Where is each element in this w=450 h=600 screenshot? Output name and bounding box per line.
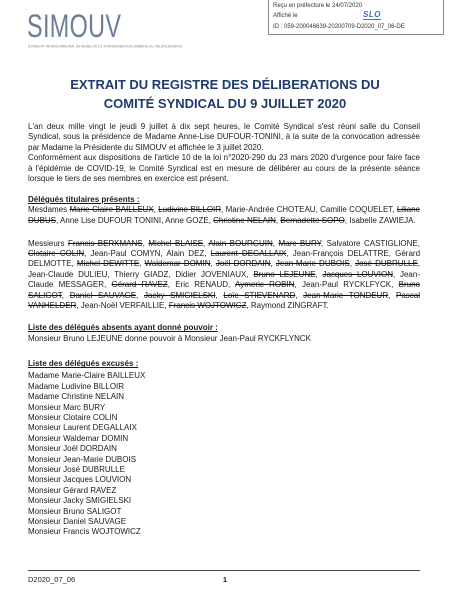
delegate-name: Jean-Claude DULIEU: [28, 269, 108, 279]
delegate-name: Jean-Claude MESSAGER: [28, 269, 420, 290]
delegate-name: Jacky SMIGIELSKI: [144, 290, 216, 300]
excused-delegate: Monsieur Jacky SMIGIELSKI: [28, 496, 132, 506]
delegate-name: Jean-Noël VERFAILLIE: [80, 301, 165, 311]
delegate-name: Clotaire COLIN: [28, 249, 85, 259]
excused-delegate: Monsieur Joël DORDAIN: [28, 444, 117, 454]
excused-delegate: Monsieur José DUBRULLE: [28, 464, 125, 474]
title-line-2: COMITÉ SYNDICAL DU 9 JUILLET 2020: [103, 96, 347, 111]
present-delegates-mesdames: Mesdames Marie-Claire BAILLEUX, Ludivine BILLOIR, Marie-Andrée CHOTEAU, Camille COQUELET, Liliane DUBUS, Anne Lise DUFOUR TONINI, Anne GOZE, Christine NELAIN, Bernadette SOPO, Isabelle ZAWIEJA.: [28, 205, 420, 225]
delegate-name: Gérard RAVEZ: [111, 280, 168, 290]
delegate-name: Eric RENAUD: [175, 280, 229, 290]
delegate-name: Bruno SALIGOT: [28, 280, 420, 300]
delegate-name: Loïc STIEVENARD: [223, 290, 296, 300]
delegate-name: Anne Lise DUFOUR TONINI: [60, 215, 162, 225]
excused-delegate: Monsieur Francis WOJTOWICZ: [28, 527, 141, 537]
excused-delegate: Monsieur Jacques LOUVION: [28, 475, 132, 485]
delegate-name: Didier JOVENIAUX: [175, 269, 247, 279]
delegate-name: Jean-Marie TONDEUR: [303, 290, 389, 300]
excused-delegate: Madame Marie-Claire BAILLEUX: [28, 371, 146, 381]
excused-delegate: Monsieur Gérard RAVEZ: [28, 485, 117, 495]
delegate-name: Joël DORDAIN: [215, 259, 271, 269]
delegate-name: Alain DEZ: [166, 249, 205, 259]
present-delegates-heading: Délégués titulaires présents :: [28, 194, 140, 204]
delegate-name: Marie-Andrée CHOTEAU: [225, 205, 316, 215]
delegate-name: Ludivine BILLOIR: [158, 205, 222, 215]
delegate-name: Liliane DUBUS: [28, 205, 420, 225]
delegate-name: Gérard DELMOTTE: [28, 249, 421, 269]
delegate-name: Jean-Marie DUBOIS: [275, 259, 350, 269]
delegate-name: Raymond ZINGRAFT: [250, 301, 327, 311]
delegate-name: Francis WOJTOWICZ: [168, 301, 247, 311]
delegate-name: Waldemar DOMIN: [144, 259, 211, 269]
delegate-name: Marie-Claire BAILLEUX: [69, 205, 154, 215]
prefecture-stamp: [268, 0, 444, 35]
excused-delegate: Monsieur Waldemar DOMIN: [28, 433, 129, 443]
document-title: [0, 75, 450, 113]
delegate-name: Jacques LOUVION: [322, 269, 393, 279]
delegate-name: Michel BLAISE: [148, 238, 204, 248]
proxy-entry: Monsieur Bruno LEJEUNE donne pouvoir à Monsieur Jean-Paul RYCKFLYNCK: [28, 333, 311, 343]
delegate-name: Jean-Paul COMYN: [90, 249, 161, 259]
excused-delegate: Monsieur Jean-Marie DUBOIS: [28, 454, 137, 464]
delegate-name: Marc BURY: [278, 238, 321, 248]
proxies-heading: Liste des délégués absents ayant donné pouvoir :: [28, 323, 218, 333]
page-number: 1: [222, 575, 228, 584]
excused-delegate: Monsieur Daniel SAUVAGE: [28, 516, 127, 526]
excused-delegates-list: [28, 371, 420, 538]
delegate-name: Michel DEWITTE: [76, 259, 140, 269]
excused-delegate: Madame Christine NELAIN: [28, 392, 125, 402]
delegate-name: Anne GOZE: [165, 215, 209, 225]
delegate-name: Aymeric ROBIN: [235, 280, 295, 290]
delegate-name: Bruno LEJEUNE: [253, 269, 316, 279]
stamp-logo: SLO: [363, 10, 381, 19]
present-delegates-messieurs: Messieurs Francis BERKMANS, Michel BLAISE, Alain BOURGUIN, Marc BURY, Salvatore CASTIGLIONE, Clotaire COLIN, Jean-Paul COMYN, Alain DEZ, Laurent DEGALLAIX, Jean-François DELATTRE, Gérard DELMOTTE, Michel DEWITTE, Waldemar DOMIN, Joël DORDAIN, Jean-Marie DUBOIS, José DUBRULLE, Jean-Claude DULIEU, Thierry GIADZ, Didier JOVENIAUX, Bruno LEJEUNE, Jacques LOUVION, Jean-Claude MESSAGER, Gérard RAVEZ, Eric RENAUD, Aymeric ROBIN, Jean-Paul RYCKLFYCK, Bruno SALIGOT, Daniel SAUVAGE, Jacky SMIGIELSKI, Loïc STIEVENARD, Jean-Marie TONDEUR, Pascal VANHELDER, Jean-Noël VERFAILLIE, Francis WOJTOWICZ, Raymond ZINGRAFT.: [28, 238, 421, 311]
delegate-name: Jean-François DELATTRE: [292, 249, 389, 259]
logo-tagline: SYNDICAT INTERCOMMUNAL DE MOBILITÉ ET D'ORGANISATION URBAINE DU VALENCIENNOIS: [28, 45, 182, 49]
footer-reference: D2020_07_06: [28, 575, 76, 584]
delegate-name: Alain BOURGUIN: [208, 238, 273, 248]
delegate-name: Thierry GIADZ: [114, 269, 169, 279]
delegate-name: Isabelle ZAWIEJA: [349, 215, 414, 225]
excused-delegate: Monsieur Clotaire COLIN: [28, 412, 118, 422]
delegate-name: José DUBRULLE: [355, 259, 418, 269]
intro-paragraph-quorum: Conformément aux dispositions de l'article 10 de la loi n°2020-290 du 23 mars 2020 d'urgence pour faire face à l'épidémie de COVID-19, le Comité Syndical est en mesure de délibérer au cours de la présente séance lorsque le tiers de ses membres en exercice est présent.: [28, 153, 420, 184]
civility-prefix: Messieurs: [28, 238, 65, 248]
footer-divider: [28, 570, 420, 571]
title-line-1: EXTRAIT DU REGISTRE DES DÉLIBERATIONS DU: [70, 77, 380, 92]
delegate-name: Bernadette SOPO: [280, 215, 345, 225]
excused-delegate: Madame Ludivine BILLOIR: [28, 381, 125, 391]
delegate-name: Daniel SAUVAGE: [69, 290, 137, 300]
excused-delegates-heading: Liste des délégués excusés :: [28, 359, 139, 369]
delegate-name: Laurent DEGALLAIX: [210, 249, 287, 259]
delegate-name: Camille COQUELET: [320, 205, 393, 215]
stamp-received-date: Reçu en préfecture le 24/07/2020: [273, 3, 363, 9]
delegate-name: Jean-Paul RYCKLFYCK: [301, 280, 392, 290]
stamp-posted-label: Affiché le: [273, 13, 298, 19]
excused-delegate: Monsieur Laurent DEGALLAIX: [28, 423, 137, 433]
simouv-logo: SIMOUV: [27, 8, 122, 44]
delegate-name: Salvatore CASTIGLIONE: [326, 238, 418, 248]
stamp-act-id: ID : 059-200046639-20200709-D2020_07_06-DE: [273, 24, 405, 30]
delegate-name: Christine NELAIN: [213, 215, 276, 225]
document-body: [28, 122, 420, 538]
delegate-name: Francis BERKMANS: [67, 238, 143, 248]
civility-prefix: Mesdames: [28, 205, 68, 215]
intro-paragraph-convocation: L'an deux mille vingt le jeudi 9 juillet à dix sept heures, le Comité Syndical s'est réuni salle du Conseil Syndical, sous la présidence de Madame Anne-Lise DUFOUR-TONINI, à la suite de la convocation adressée par Madame la Présidente du SIMOUV et affichée le 3 juillet 2020.: [28, 122, 420, 152]
excused-delegate: Monsieur Marc BURY: [28, 402, 106, 412]
excused-delegate: Monsieur Bruno SALIGOT: [28, 506, 122, 516]
delegate-name: Pascal VANHELDER: [28, 290, 421, 311]
